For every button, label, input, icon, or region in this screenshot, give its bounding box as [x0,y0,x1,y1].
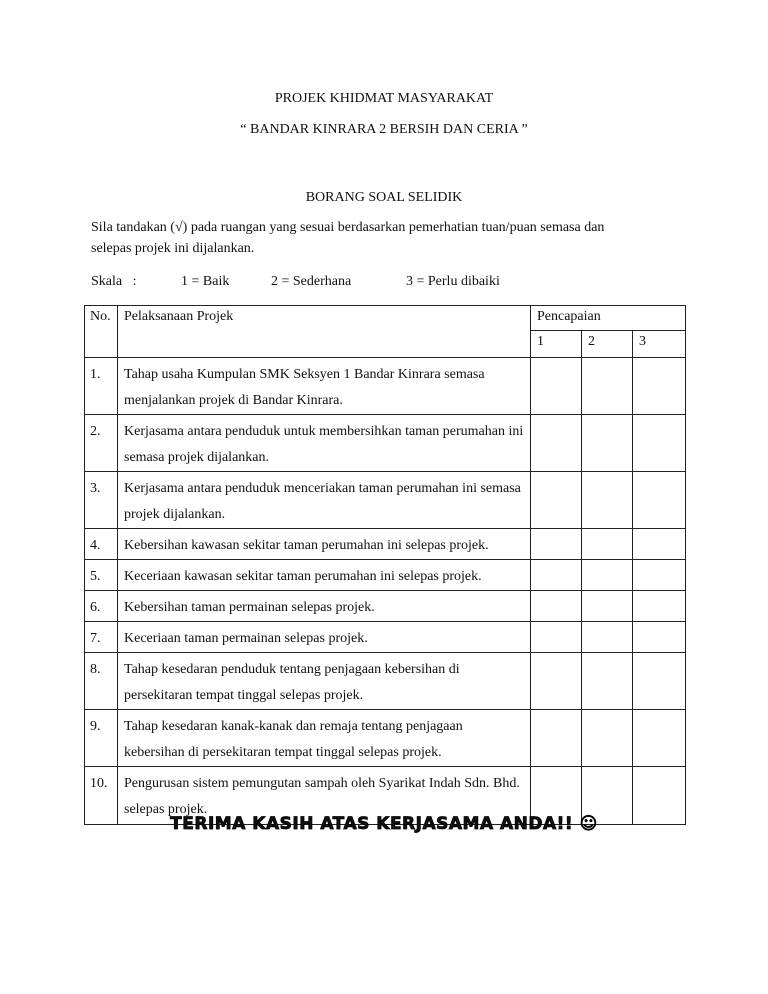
instruction-line-2: selepas projek ini dijalankan. [91,241,255,256]
header-item: Pelaksanaan Projek [118,306,531,358]
score-cell-2[interactable] [582,529,633,560]
score-cell-1[interactable] [531,622,582,653]
header-no: No. [85,306,118,358]
row-number: 7. [85,622,118,653]
scale-label: Skala : [91,274,137,289]
score-cell-2[interactable] [582,591,633,622]
scale-3: 3 = Perlu dibaiki [406,274,500,289]
row-number: 9. [85,710,118,767]
score-cell-3[interactable] [633,653,686,710]
row-description: Keceriaan taman permainan selepas projek. [118,622,531,653]
row-number: 2. [85,415,118,472]
score-cell-2[interactable] [582,415,633,472]
score-cell-1[interactable] [531,472,582,529]
table-row [85,591,686,622]
row-description: Kerjasama antara penduduk menceriakan taman perumahan ini semasa projek dijalankan. [118,472,531,529]
row-description: Tahap usaha Kumpulan SMK Seksyen 1 Bandar Kinrara semasa menjalankan projek di Bandar Kinrara. [118,358,531,415]
score-cell-3[interactable] [633,529,686,560]
table-row [85,358,686,415]
score-col-1: 1 [531,331,582,358]
row-description: Kerjasama antara penduduk untuk membersihkan taman perumahan ini semasa projek dijalankan. [118,415,531,472]
table-row [85,529,686,560]
scale-1: 1 = Baik [181,274,230,289]
row-number: 10. [85,767,118,825]
score-cell-3[interactable] [633,560,686,591]
row-number: 1. [85,358,118,415]
row-description: Tahap kesedaran penduduk tentang penjagaan kebersihan di persekitaran tempat tinggal selepas projek. [118,653,531,710]
table-row [85,653,686,710]
score-cell-1[interactable] [531,653,582,710]
score-cell-1[interactable] [531,710,582,767]
row-number: 4. [85,529,118,560]
row-number: 5. [85,560,118,591]
header-score: Pencapaian [531,306,686,331]
score-cell-3[interactable] [633,710,686,767]
thank-you-message: TERIMA KASIH ATAS KERJASAMA ANDA!! ☺ [170,814,598,834]
score-cell-2[interactable] [582,560,633,591]
row-description: Tahap kesedaran kanak-kanak dan remaja tentang penjagaan kebersihan di persekitaran tempat tinggal selepas projek. [118,710,531,767]
table-row [85,472,686,529]
score-cell-3[interactable] [633,358,686,415]
survey-table [84,305,686,825]
document-title: PROJEK KHIDMAT MASYARAKAT [274,91,494,106]
score-cell-1[interactable] [531,529,582,560]
score-cell-3[interactable] [633,415,686,472]
row-description: Kebersihan kawasan sekitar taman perumahan ini selepas projek. [118,529,531,560]
score-cell-2[interactable] [582,472,633,529]
form-title: BORANG SOAL SELIDIK [305,190,463,205]
score-col-3: 3 [633,331,686,358]
score-col-2: 2 [582,331,633,358]
score-cell-3[interactable] [633,472,686,529]
score-cell-1[interactable] [531,415,582,472]
score-cell-2[interactable] [582,653,633,710]
row-number: 8. [85,653,118,710]
score-cell-3[interactable] [633,591,686,622]
score-cell-2[interactable] [582,710,633,767]
scale-2: 2 = Sederhana [271,274,352,289]
instruction-line-1: Sila tandakan (√) pada ruangan yang sesuai berdasarkan pemerhatian tuan/puan semasa dan [91,220,605,235]
row-number: 3. [85,472,118,529]
row-description: Pengurusan sistem pemungutan sampah oleh Syarikat Indah Sdn. Bhd. selepas projek. [118,767,531,825]
table-row [85,622,686,653]
score-cell-1[interactable] [531,560,582,591]
score-cell-1[interactable] [531,591,582,622]
row-description: Kebersihan taman permainan selepas projek. [118,591,531,622]
score-cell-2[interactable] [582,622,633,653]
table-row [85,710,686,767]
score-cell-1[interactable] [531,358,582,415]
project-subtitle: “ BANDAR KINRARA 2 BERSIH DAN CERIA ” [240,122,528,137]
row-number: 6. [85,591,118,622]
row-description: Keceriaan kawasan sekitar taman perumahan ini selepas projek. [118,560,531,591]
table-row [85,415,686,472]
score-cell-2[interactable] [582,358,633,415]
score-cell-3[interactable] [633,622,686,653]
table-row [85,560,686,591]
